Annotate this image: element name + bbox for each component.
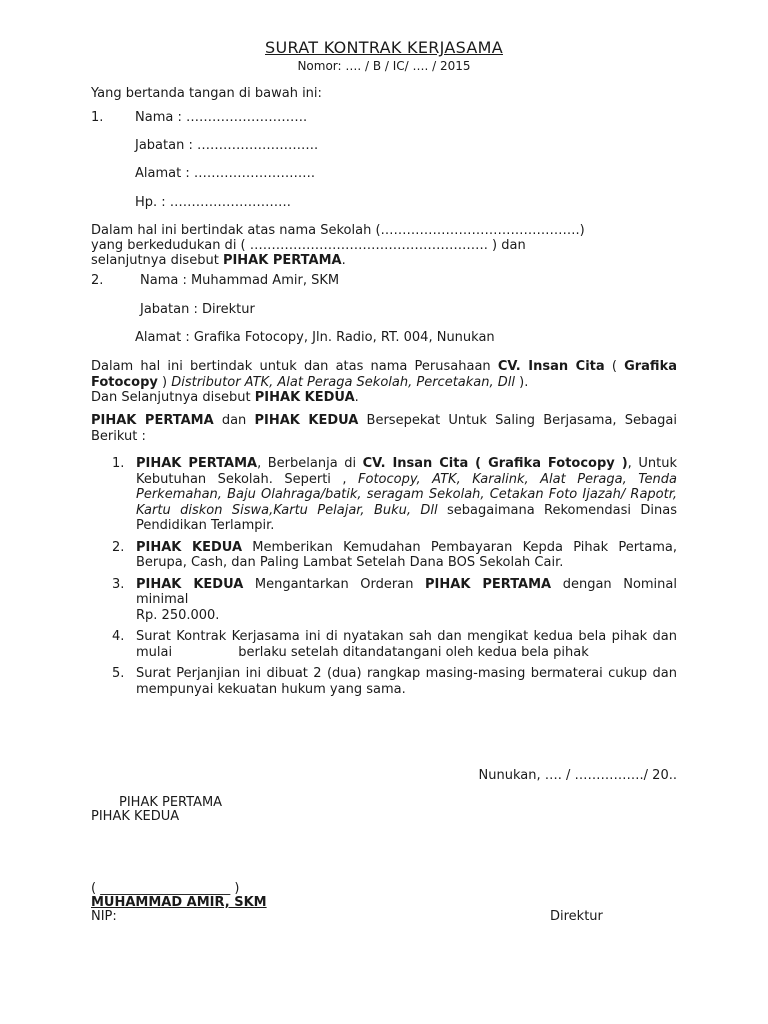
party1-jabatan: Jabatan : ………………………. bbox=[135, 138, 319, 153]
list-item: 3. PIHAK KEDUA Mengantarkan Orderan PIHAK PERTAMA dengan Nominal minimal Rp. 250.000. bbox=[112, 576, 677, 623]
list-item: 4. Surat Kontrak Kerjasama ini di nyatakan sah dan mengikat kedua bela pihak dan mulai berlaku setelah ditandatangani oleh kedua bela pihak bbox=[112, 629, 682, 660]
party2-nama: Nama : Muhammad Amir, SKM bbox=[140, 273, 340, 288]
pihak-pertama-heading: PIHAK PERTAMA bbox=[119, 795, 223, 810]
list-item: 2. PIHAK KEDUA Memberikan Kemudahan Pembayaran Kepda Pihak Pertama, Berupa, Cash, dan Paling Lambat Setelah Dana BOS Sekolah Cair. bbox=[112, 539, 677, 570]
agreement-paragraph: PIHAK PERTAMA dan PIHAK KEDUA Bersepekat Untuk Saling Berjasama, Sebagai Berikut : bbox=[91, 413, 677, 444]
nip-label: NIP: bbox=[91, 909, 117, 924]
list-item: 5. Surat Perjanjian ini dibuat 2 (dua) rangkap masing-masing bermaterai cukup dan mempunyai kekuatan hukum yang sama. bbox=[112, 666, 677, 697]
document-number: Nomor: …. / B / IC/ …. / 2015 bbox=[297, 59, 471, 73]
pihak-pertama-label: PIHAK PERTAMA bbox=[222, 253, 342, 268]
direktur-label: Direktur bbox=[550, 909, 603, 924]
party1-number: 1. bbox=[91, 110, 104, 125]
party2-paragraph: Dalam hal ini bertindak untuk dan atas nama Perusahaan CV. Insan Cita ( Grafika Fotocopy ) Distributor ATK, Alat Peraga Sekolah, Percetakan, Dll ). Dan Selanjutnya disebut PIHAK KEDUA. bbox=[91, 359, 677, 405]
party1-para-line2: yang berkedudukan di ( ………………………………………………. ) dan bbox=[91, 238, 526, 253]
list-item: 1. PIHAK PERTAMA, Berbelanja di CV. Insan Cita ( Grafika Fotocopy ), Untuk Kebutuhan Sekolah. Seperti , Fotocopy, ATK, Karalink, Alat Peraga, Tenda Perkemahan, Baju Olahraga/batik, seragam Sekolah, Cetakan Foto Ijazah/ Rapotr, Kartu diskon Siswa,Kartu Pelajar, Buku, Dll sebagaimana Rekomendasi Dinas Pendidikan Terlampir. bbox=[112, 456, 677, 533]
party2-jabatan: Jabatan : Direktur bbox=[140, 302, 255, 317]
clause-list bbox=[91, 456, 682, 703]
pihak-kedua-label: PIHAK KEDUA bbox=[254, 390, 355, 405]
document-title: SURAT KONTRAK KERJASAMA bbox=[265, 38, 503, 57]
signature-name: MUHAMMAD AMIR, SKM bbox=[91, 895, 267, 910]
place-date: Nunukan, …. / ……………./ 20.. bbox=[478, 768, 677, 783]
party1-para-line3: selanjutnya disebut PIHAK PERTAMA. bbox=[91, 253, 346, 268]
party1-nama: Nama : ………………………. bbox=[135, 110, 308, 125]
party1-para-line1: Dalam hal ini bertindak atas nama Sekolah (……………………………………….) bbox=[91, 223, 585, 238]
pihak-kedua-heading: PIHAK KEDUA bbox=[91, 809, 180, 824]
intro-text: Yang bertanda tangan di bawah ini: bbox=[91, 86, 322, 101]
signature-blank: ( ____________________ ) bbox=[91, 881, 240, 896]
party1-hp: Hp. : ………………………. bbox=[135, 195, 291, 210]
party1-alamat: Alamat : ………………………. bbox=[135, 166, 315, 181]
party2-number: 2. bbox=[91, 273, 104, 288]
party2-alamat: Alamat : Grafika Fotocopy, Jln. Radio, RT. 004, Nunukan bbox=[135, 330, 495, 345]
